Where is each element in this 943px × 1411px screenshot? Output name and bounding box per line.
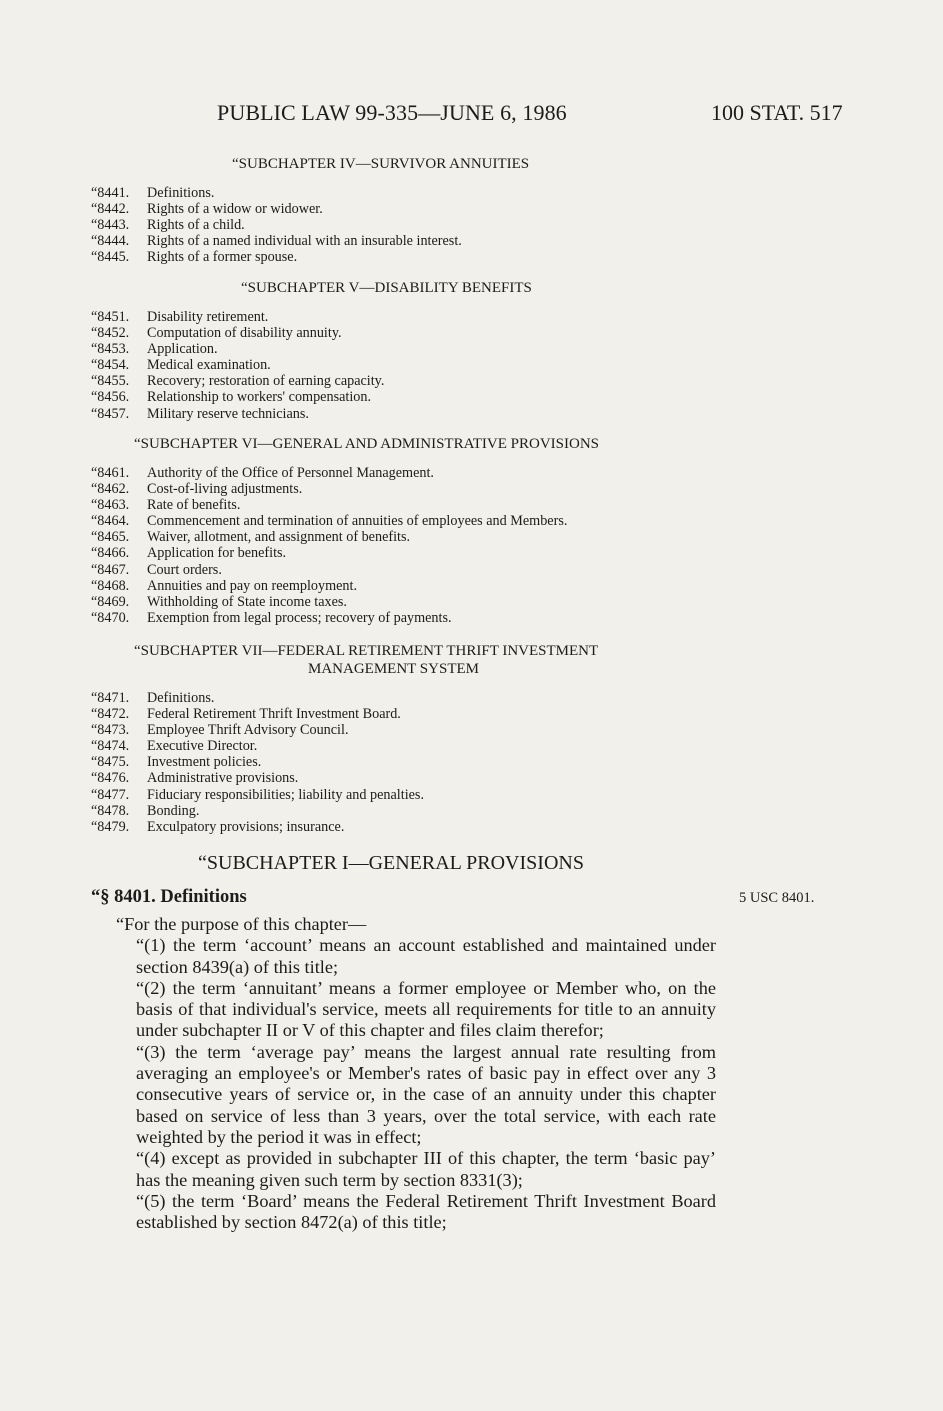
toc-item: “8477. Fiduciary responsibilities; liability and penalties.: [91, 786, 425, 803]
definition-paragraph: “(4) except as provided in subchapter III of this chapter, the term ‘basic pay’ has the meaning given such term by section 8331(3);: [136, 1148, 716, 1190]
toc-item: “8456. Relationship to workers' compensation.: [91, 389, 372, 406]
toc-item: “8474. Executive Director.: [91, 738, 258, 755]
toc-item: “8479. Exculpatory provisions; insurance.: [91, 818, 345, 835]
subchapter-heading: “SUBCHAPTER I—GENERAL PROVISIONS: [198, 852, 584, 874]
toc-subchapter-heading: “SUBCHAPTER VII—FEDERAL RETIREMENT THRIFT INVESTMENT: [134, 643, 599, 659]
toc-item: “8441. Definitions.: [91, 185, 215, 201]
toc-list: [91, 690, 424, 835]
toc-item: “8467. Court orders.: [91, 561, 222, 578]
body-lead: “For the purpose of this chapter—: [116, 914, 367, 934]
running-head-title: PUBLIC LAW 99-335—JUNE 6, 1986: [217, 100, 567, 125]
section-body: [116, 914, 716, 1233]
toc-item: “8471. Definitions.: [91, 690, 215, 706]
toc-subchapter-heading: “SUBCHAPTER V—DISABILITY BENEFITS: [241, 280, 532, 296]
toc-item: “8451. Disability retirement.: [91, 309, 269, 325]
toc-item: “8454. Medical examination.: [91, 357, 271, 374]
toc-subchapter-heading-line2: MANAGEMENT SYSTEM: [308, 661, 479, 677]
definition-paragraph: “(3) the term ‘average pay’ means the largest annual rate resulting from averaging an employee's or Member's rates of basic pay in effect over any 3 consecutive years of service or, in the case of an annuity under this chapter based on service of less than 3 years, over the total service, with each rate weighted by the period it was in effect;: [136, 1041, 716, 1147]
toc-item: “8445. Rights of a former spouse.: [91, 249, 298, 266]
toc-subchapter-heading: “SUBCHAPTER IV—SURVIVOR ANNUITIES: [232, 156, 530, 172]
toc-item: “8465. Waiver, allotment, and assignment of benefits.: [91, 529, 411, 546]
toc-item: “8464. Commencement and termination of annuities of employees and Members.: [91, 513, 568, 530]
toc-item: “8443. Rights of a child.: [91, 217, 245, 234]
section-heading: “§ 8401. Definitions: [91, 887, 247, 907]
toc-item: “8455. Recovery; restoration of earning capacity.: [91, 373, 385, 390]
toc-item: “8461. Authority of the Office of Personnel Management.: [91, 465, 434, 481]
toc-item: “8470. Exemption from legal process; recovery of payments.: [91, 609, 452, 626]
toc-item: “8469. Withholding of State income taxes.: [91, 593, 347, 610]
toc-item: “8478. Bonding.: [91, 802, 200, 819]
toc-item: “8457. Military reserve technicians.: [91, 405, 309, 422]
toc-item: “8475. Investment policies.: [91, 754, 262, 771]
toc-item: “8444. Rights of a named individual with an insurable interest.: [91, 233, 462, 250]
toc-item: “8476. Administrative provisions.: [91, 770, 299, 787]
toc-item: “8463. Rate of benefits.: [91, 497, 241, 514]
toc-list: [91, 465, 567, 626]
toc-item: “8468. Annuities and pay on reemployment.: [91, 577, 358, 594]
toc-item: “8442. Rights of a widow or widower.: [91, 201, 323, 218]
toc-item: “8473. Employee Thrift Advisory Council.: [91, 722, 349, 739]
definition-paragraph: “(1) the term ‘account’ means an account established and maintained under section 8439(a) of this title;: [136, 935, 716, 977]
toc-item: “8453. Application.: [91, 341, 218, 358]
running-head-stat: 100 STAT. 517: [711, 100, 843, 125]
toc-list: [91, 309, 384, 422]
toc-list: [91, 185, 462, 265]
toc-subchapter-heading: “SUBCHAPTER VI—GENERAL AND ADMINISTRATIVE PROVISIONS: [134, 436, 600, 452]
toc-item: “8472. Federal Retirement Thrift Investment Board.: [91, 706, 401, 723]
definition-paragraph: “(5) the term ‘Board’ means the Federal Retirement Thrift Investment Board established by section 8472(a) of this title;: [136, 1190, 716, 1233]
definition-paragraph: “(2) the term ‘annuitant’ means a former employee or Member who, on the basis of that individual's service, meets all requirements for title to an annuity under subchapter II or V of this chapter and files claim therefor;: [136, 977, 716, 1041]
toc-item: “8452. Computation of disability annuity.: [91, 325, 342, 342]
marginal-citation: 5 USC 8401.: [739, 890, 815, 906]
toc-item: “8466. Application for benefits.: [91, 545, 287, 562]
toc-item: “8462. Cost-of-living adjustments.: [91, 481, 303, 498]
